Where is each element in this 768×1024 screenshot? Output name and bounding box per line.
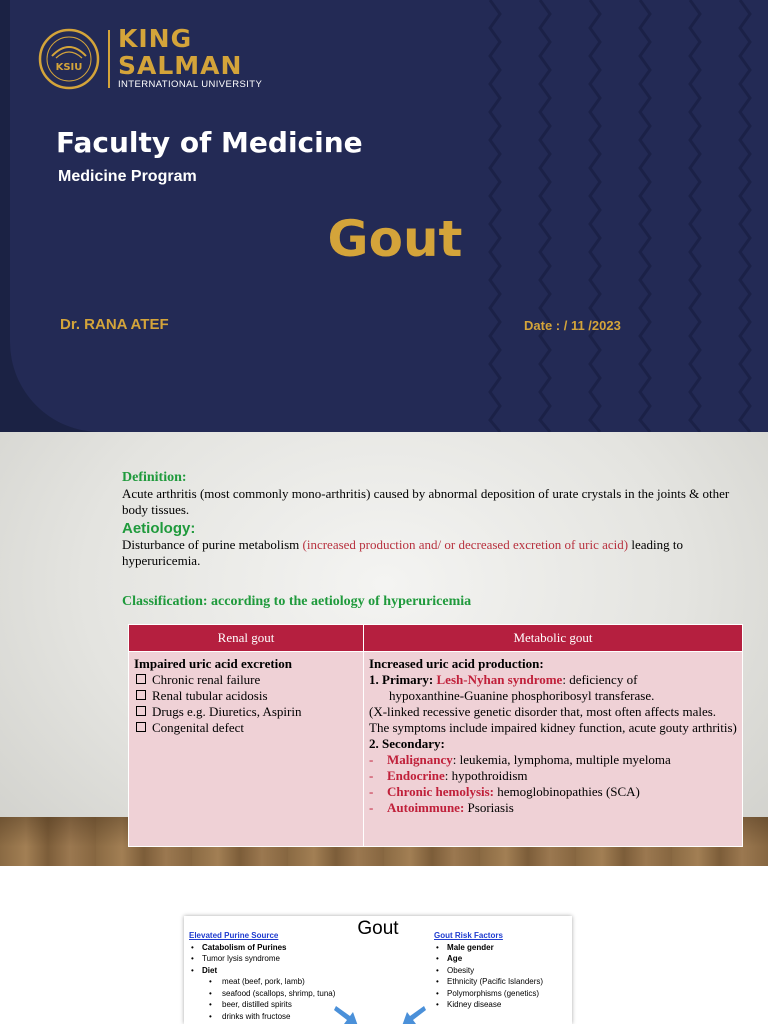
bullet-icon: •: [436, 954, 442, 963]
list-item: [189, 988, 379, 1000]
list-item: [189, 942, 379, 954]
secondary-name: Malignancy: [387, 752, 453, 767]
risk-factor-heading: Gout Risk Factors: [434, 931, 503, 940]
list-item-text: seafood (scallops, shrimp, tuna): [222, 988, 336, 998]
lecture-date: Date : / 11 /2023: [524, 318, 621, 333]
gout-diagram-card: [184, 916, 572, 1024]
risk-factor-slide: [0, 866, 768, 1024]
primary-desc: : deficiency of: [562, 672, 638, 687]
aetiology-post: leading to hyperuricemia.: [122, 537, 683, 568]
logo-university: INTERNATIONAL UNIVERSITY: [118, 79, 263, 90]
risk-factor-column: [434, 930, 569, 1011]
secondary-name: Autoimmune:: [387, 800, 465, 815]
list-item-text: Ethnicity (Pacific Islanders): [447, 977, 544, 986]
list-item: [134, 720, 358, 736]
aetiology-text: [122, 537, 742, 569]
table-header-row: [129, 625, 743, 652]
aetiology-heading: Aetiology:: [122, 520, 196, 537]
aetiology-highlight: (increased production and/ or decreased excretion of uric acid): [302, 537, 629, 552]
list-item: [189, 953, 379, 965]
list-item: [369, 768, 737, 784]
checkbox-bullet-icon: [136, 722, 146, 732]
bullet-icon: •: [191, 965, 197, 975]
program-subtitle: Medicine Program: [58, 168, 197, 185]
diagram-title: Gout: [357, 918, 399, 939]
list-item-text: meat (beef, pork, lamb): [222, 977, 305, 986]
renal-item-text: Chronic renal failure: [152, 672, 261, 687]
table-row: [129, 652, 743, 847]
definition-text: Acute arthritis (most commonly mono-arthritis) caused by abnormal deposition of urate crystals in the joints & other body tissues.: [122, 486, 730, 517]
definition-slide: [0, 432, 768, 866]
bullet-icon: •: [436, 1000, 442, 1009]
secondary-sep: :: [452, 752, 460, 767]
list-item-text: Catabolism of Purines: [202, 942, 287, 952]
secondary-desc: hemoglobinopathies (SCA): [497, 784, 640, 799]
bullet-icon: •: [436, 942, 442, 952]
arrow-shape: [334, 1006, 358, 1024]
secondary-desc: Psoriasis: [467, 800, 514, 815]
risk-factor-list: [434, 942, 569, 1011]
list-item-text: Male gender: [447, 942, 494, 952]
renal-item-text: Congenital defect: [152, 720, 245, 735]
metabolic-cell: [364, 652, 743, 847]
dash-bullet-icon: -: [369, 768, 374, 783]
secondary-desc: leukemia, lymphoma, multiple myeloma: [459, 752, 671, 767]
list-item: [434, 988, 569, 1000]
list-item-text: Kidney disease: [447, 1000, 502, 1009]
bullet-icon: •: [191, 942, 197, 952]
list-item-text: Diet: [202, 965, 218, 975]
checkbox-bullet-icon: [136, 674, 146, 684]
header-renal: Renal gout: [129, 625, 364, 652]
bullet-icon: •: [436, 977, 442, 986]
list-item: [434, 953, 569, 965]
list-item-text: Obesity: [447, 965, 475, 975]
faculty-title: Faculty of Medicine: [56, 126, 363, 159]
primary-desc-line2: hypoxanthine-Guanine phosphoribosyl transferase.: [389, 688, 655, 703]
primary-note: (X-linked recessive genetic disorder that, most often affects males. The symptoms include impaired kidney function, acute gouty arthritis): [369, 704, 737, 735]
list-item-text: Tumor lysis syndrome: [202, 954, 280, 963]
primary-line: [369, 672, 737, 688]
aetiology-pre: Disturbance of purine metabolism: [122, 537, 303, 552]
arrow-down-right-icon: [334, 1004, 362, 1024]
renal-heading: Impaired uric acid excretion: [134, 656, 293, 671]
university-emblem-icon: [38, 28, 100, 90]
primary-label: 1. Primary:: [369, 672, 437, 687]
list-item: [434, 965, 569, 977]
secondary-name: Endocrine: [387, 768, 445, 783]
checkbox-bullet-icon: [136, 706, 146, 716]
list-item: [189, 965, 379, 977]
renal-item-text: Renal tubular acidosis: [152, 688, 268, 703]
bullet-icon: •: [209, 1011, 215, 1021]
list-item: [134, 672, 358, 688]
bullet-icon: •: [209, 1000, 215, 1009]
checkbox-bullet-icon: [136, 690, 146, 700]
primary-name: Lesh-Nyhan syndrome: [436, 672, 563, 687]
secondary-desc: hypothroidism: [451, 768, 528, 783]
list-item: [134, 688, 358, 704]
definition-heading: Definition:: [122, 470, 187, 485]
list-item: [189, 976, 379, 988]
list-item: [369, 752, 737, 768]
renal-item-text: Drugs e.g. Diuretics, Aspirin: [152, 704, 302, 719]
secondary-sep: :: [444, 768, 452, 783]
arrow-shape: [402, 1006, 426, 1024]
list-item-text: Age: [447, 954, 463, 963]
list-item: [369, 784, 737, 800]
author-name: Dr. RANA ATEF: [60, 316, 169, 333]
aetiology-block: [122, 521, 742, 569]
list-item: [434, 976, 569, 988]
list-item: [434, 942, 569, 954]
secondary-label: 2. Secondary:: [369, 736, 445, 751]
list-item-text: Polymorphisms (genetics): [447, 988, 540, 998]
bullet-icon: •: [436, 988, 442, 998]
list-item: [134, 704, 358, 720]
dash-bullet-icon: -: [369, 784, 374, 799]
header-metabolic: Metabolic gout: [364, 625, 743, 652]
bullet-icon: •: [191, 954, 197, 963]
list-item-text: drinks with fructose: [222, 1011, 291, 1021]
bullet-icon: •: [209, 977, 215, 986]
list-item-text: beer, distilled spirits: [222, 1000, 292, 1009]
logo-divider: [108, 30, 110, 88]
renal-cell: [129, 652, 364, 847]
dash-bullet-icon: -: [369, 800, 374, 815]
definition-block: [122, 470, 742, 518]
bullet-icon: •: [209, 988, 215, 998]
logo-salman: SALMAN: [118, 51, 243, 80]
metabolic-heading: Increased uric acid production:: [369, 656, 544, 671]
arrow-down-left-icon: [398, 1004, 426, 1024]
dash-bullet-icon: -: [369, 752, 374, 767]
classification-heading: Classification: according to the aetiology of hyperuricemia: [122, 594, 472, 609]
lecture-title: Gout: [327, 210, 463, 268]
emblem-text: KSIU: [55, 62, 83, 73]
title-slide: [0, 0, 768, 432]
secondary-name: Chronic hemolysis:: [387, 784, 495, 799]
logo-king: KING: [118, 24, 193, 53]
list-item: [369, 800, 737, 816]
purine-source-heading: Elevated Purine Source: [189, 931, 279, 940]
list-item: [434, 999, 569, 1011]
bullet-icon: •: [436, 965, 442, 975]
classification-table: [128, 624, 743, 847]
